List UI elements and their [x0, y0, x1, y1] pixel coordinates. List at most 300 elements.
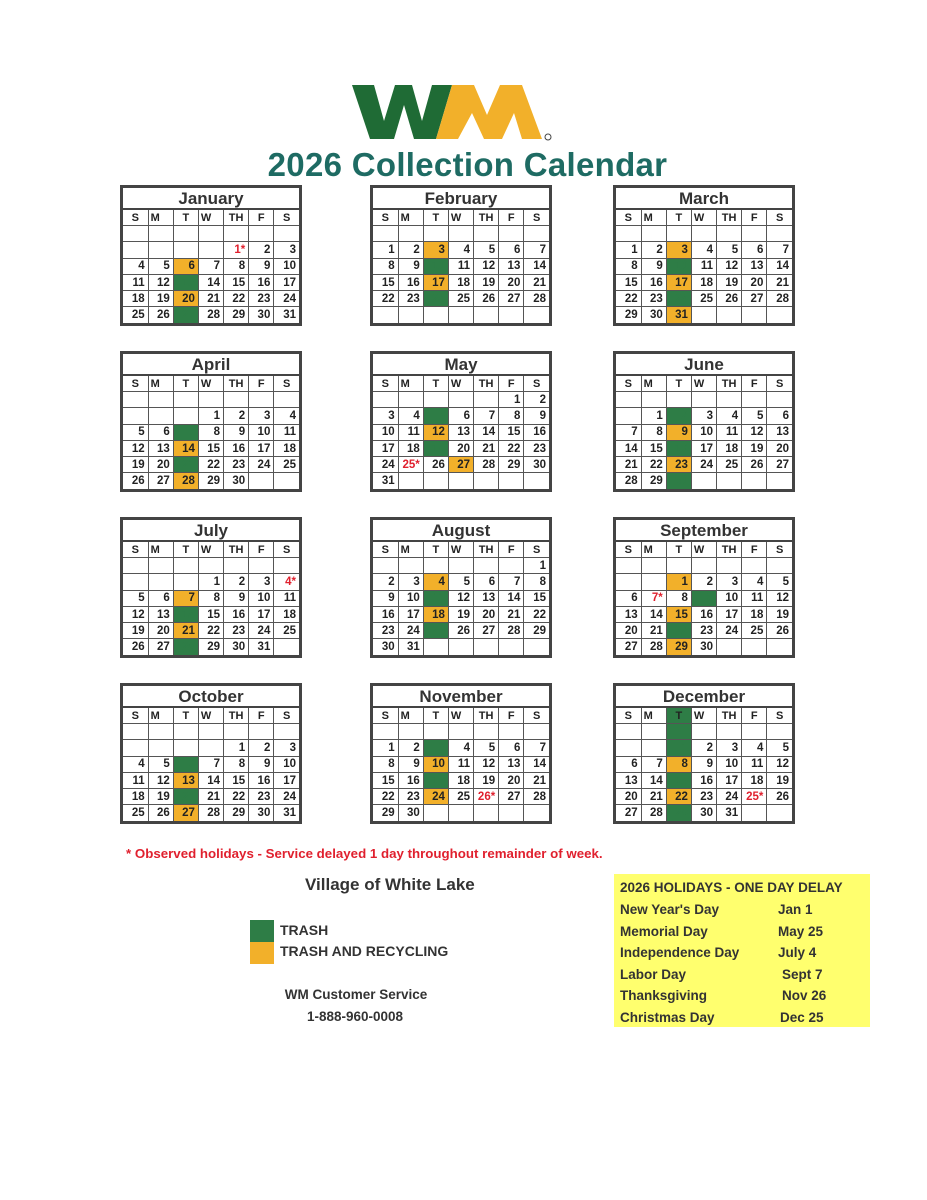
- week-row: [616, 242, 792, 258]
- day-cell: 10: [398, 590, 423, 606]
- day-cell: [373, 392, 398, 408]
- day-cell: 6: [148, 590, 173, 606]
- day-cell: 26*: [474, 789, 499, 805]
- weekday-header: W: [691, 708, 716, 724]
- day-cell: 4*: [274, 574, 299, 590]
- day-cell: 17: [249, 440, 274, 456]
- weekday-header: S: [616, 376, 641, 392]
- day-cell: 7: [641, 756, 666, 772]
- day-cell: 16: [224, 606, 249, 622]
- day-cell: 9: [373, 590, 398, 606]
- day-cell: 24: [249, 457, 274, 473]
- day-cell: [398, 473, 423, 489]
- day-cell: 24: [398, 623, 423, 639]
- day-cell: 13: [148, 606, 173, 622]
- month-table: [616, 708, 792, 821]
- week-row: [616, 590, 792, 606]
- day-cell: 26: [123, 639, 148, 655]
- day-cell: 22: [641, 457, 666, 473]
- wm-logo: [352, 85, 552, 142]
- day-cell: 22: [198, 623, 223, 639]
- day-cell: 2: [373, 574, 398, 590]
- day-cell: 29: [198, 639, 223, 655]
- day-cell: 1: [666, 740, 691, 756]
- day-cell: 26: [123, 473, 148, 489]
- day-cell: [641, 740, 666, 756]
- day-cell: 31: [373, 473, 398, 489]
- day-cell: [198, 242, 223, 258]
- day-cell: 25*: [742, 789, 767, 805]
- logo-w-shape: [352, 85, 452, 139]
- day-cell: 10: [423, 756, 448, 772]
- day-cell: 18: [274, 606, 299, 622]
- legend-label-trash: TRASH: [280, 922, 329, 938]
- day-cell: 25: [423, 623, 448, 639]
- day-cell: 5: [123, 590, 148, 606]
- day-cell: 19: [423, 440, 448, 456]
- weekday-header: T: [173, 376, 198, 392]
- day-cell: [524, 724, 549, 740]
- day-cell: 13: [448, 424, 473, 440]
- week-row: [373, 558, 549, 574]
- day-cell: 23: [249, 291, 274, 307]
- day-cell: [148, 740, 173, 756]
- day-cell: 6: [448, 408, 473, 424]
- day-cell: 25: [123, 805, 148, 821]
- day-cell: 7: [499, 574, 524, 590]
- week-row: [123, 756, 299, 772]
- day-cell: [198, 740, 223, 756]
- day-cell: 11: [274, 590, 299, 606]
- day-cell: [398, 307, 423, 323]
- day-cell: 8: [373, 258, 398, 274]
- day-cell: 20: [474, 606, 499, 622]
- day-cell: 1: [373, 740, 398, 756]
- day-cell: [641, 392, 666, 408]
- day-cell: [148, 558, 173, 574]
- weekday-header: S: [123, 376, 148, 392]
- day-cell: 30: [398, 805, 423, 821]
- day-cell: 13: [474, 590, 499, 606]
- day-cell: [474, 307, 499, 323]
- day-cell: [148, 226, 173, 242]
- day-cell: 3: [717, 740, 742, 756]
- day-cell: 2: [224, 574, 249, 590]
- day-cell: 14: [499, 590, 524, 606]
- day-cell: 14: [641, 606, 666, 622]
- day-cell: [274, 226, 299, 242]
- day-cell: 17: [398, 606, 423, 622]
- day-cell: 28: [474, 457, 499, 473]
- day-cell: [641, 574, 666, 590]
- day-cell: [274, 473, 299, 489]
- day-cell: 13: [742, 258, 767, 274]
- day-cell: 17: [423, 274, 448, 290]
- holiday-date: July 4: [778, 945, 817, 960]
- weekday-header: W: [448, 708, 473, 724]
- day-cell: [148, 242, 173, 258]
- weekday-header: F: [742, 210, 767, 226]
- day-cell: [448, 805, 473, 821]
- day-cell: 18: [691, 274, 716, 290]
- month-table: [373, 542, 549, 655]
- weekday-header: T: [666, 708, 691, 724]
- month-name: April: [123, 354, 299, 376]
- legend-swatch-trash: [250, 920, 274, 942]
- day-cell: 22: [198, 457, 223, 473]
- week-row: [123, 226, 299, 242]
- day-cell: 17: [373, 440, 398, 456]
- weekday-header: S: [274, 210, 299, 226]
- weekday-header: M: [398, 210, 423, 226]
- day-cell: [423, 473, 448, 489]
- day-cell: [373, 307, 398, 323]
- week-row: [123, 408, 299, 424]
- week-row: [123, 258, 299, 274]
- day-cell: 23: [224, 457, 249, 473]
- day-cell: 2: [249, 242, 274, 258]
- day-cell: 18: [423, 606, 448, 622]
- holiday-date: Sept 7: [782, 966, 823, 982]
- day-cell: [123, 558, 148, 574]
- weekday-header: M: [641, 376, 666, 392]
- day-cell: [198, 392, 223, 408]
- day-cell: [448, 473, 473, 489]
- month-name: July: [123, 520, 299, 542]
- day-cell: 8: [198, 424, 223, 440]
- week-row: [373, 274, 549, 290]
- weekday-header: W: [198, 376, 223, 392]
- day-cell: 16: [666, 440, 691, 456]
- day-cell: 9: [224, 424, 249, 440]
- day-cell: [742, 307, 767, 323]
- day-cell: 30: [524, 457, 549, 473]
- day-cell: 21: [641, 623, 666, 639]
- day-cell: 6: [616, 590, 641, 606]
- day-cell: 22: [499, 440, 524, 456]
- day-cell: 24: [373, 457, 398, 473]
- day-cell: 5: [767, 740, 792, 756]
- weekday-header: T: [666, 376, 691, 392]
- day-cell: 12: [148, 274, 173, 290]
- day-cell: 30: [373, 639, 398, 655]
- day-cell: 26: [767, 623, 792, 639]
- day-cell: [616, 724, 641, 740]
- weekday-header: TH: [474, 542, 499, 558]
- day-cell: 23: [691, 789, 716, 805]
- week-row: [123, 590, 299, 606]
- month-table: [123, 542, 299, 655]
- day-cell: [691, 558, 716, 574]
- day-cell: 27: [499, 291, 524, 307]
- week-row: [123, 307, 299, 323]
- weekday-header: M: [398, 708, 423, 724]
- day-cell: 26: [742, 457, 767, 473]
- week-row: [373, 623, 549, 639]
- day-cell: 14: [616, 440, 641, 456]
- day-cell: 23: [666, 457, 691, 473]
- day-cell: 14: [173, 440, 198, 456]
- day-cell: 31: [249, 639, 274, 655]
- month-name: May: [373, 354, 549, 376]
- day-cell: [742, 226, 767, 242]
- weekday-header: TH: [717, 542, 742, 558]
- day-cell: [767, 473, 792, 489]
- day-cell: [499, 473, 524, 489]
- day-cell: 13: [499, 258, 524, 274]
- week-row: [616, 606, 792, 622]
- day-cell: [173, 392, 198, 408]
- weekday-header: F: [499, 210, 524, 226]
- day-cell: [224, 558, 249, 574]
- month-table: [373, 376, 549, 489]
- day-cell: 2: [666, 408, 691, 424]
- day-cell: [249, 724, 274, 740]
- weekday-header: F: [742, 376, 767, 392]
- day-cell: [274, 392, 299, 408]
- weekday-header: W: [691, 210, 716, 226]
- day-cell: 29: [224, 307, 249, 323]
- day-cell: [717, 724, 742, 740]
- day-cell: [448, 558, 473, 574]
- day-cell: 27: [173, 307, 198, 323]
- weekday-header: F: [499, 376, 524, 392]
- day-cell: 22: [524, 606, 549, 622]
- weekday-header: S: [274, 542, 299, 558]
- week-row: [616, 291, 792, 307]
- week-row: [616, 226, 792, 242]
- legend-swatch-recycling: [250, 942, 274, 964]
- day-cell: 25: [274, 457, 299, 473]
- day-cell: 13: [767, 424, 792, 440]
- week-row: [373, 408, 549, 424]
- day-cell: [717, 226, 742, 242]
- day-cell: [474, 805, 499, 821]
- day-cell: 2: [641, 242, 666, 258]
- day-cell: 20: [499, 772, 524, 788]
- day-cell: 19: [767, 606, 792, 622]
- day-cell: 23: [373, 623, 398, 639]
- day-cell: 25: [123, 307, 148, 323]
- month-table: [616, 210, 792, 323]
- week-row: [616, 424, 792, 440]
- week-row: [616, 772, 792, 788]
- week-row: [373, 440, 549, 456]
- day-cell: [499, 307, 524, 323]
- day-cell: [423, 639, 448, 655]
- day-cell: 2: [524, 392, 549, 408]
- month-table: [123, 376, 299, 489]
- day-cell: 14: [474, 424, 499, 440]
- day-cell: 18: [742, 772, 767, 788]
- day-cell: [423, 392, 448, 408]
- day-cell: 14: [767, 258, 792, 274]
- day-cell: 20: [148, 457, 173, 473]
- day-cell: 17: [666, 274, 691, 290]
- weekday-header: W: [198, 708, 223, 724]
- day-cell: 25: [717, 457, 742, 473]
- day-cell: 9: [691, 590, 716, 606]
- weekday-header: W: [691, 376, 716, 392]
- day-cell: [173, 740, 198, 756]
- weekday-header: TH: [717, 708, 742, 724]
- weekday-header: S: [373, 210, 398, 226]
- week-row: [616, 805, 792, 821]
- day-cell: 10: [423, 258, 448, 274]
- day-cell: 31: [666, 307, 691, 323]
- month-april: [120, 351, 302, 492]
- day-cell: 28: [173, 473, 198, 489]
- day-cell: 13: [148, 440, 173, 456]
- day-cell: [423, 226, 448, 242]
- day-cell: [717, 392, 742, 408]
- month-name: September: [616, 520, 792, 542]
- weekday-header: T: [173, 210, 198, 226]
- day-cell: 20: [742, 274, 767, 290]
- day-cell: 13: [499, 756, 524, 772]
- day-cell: 22: [373, 291, 398, 307]
- day-cell: [249, 558, 274, 574]
- holiday-date: Nov 26: [782, 988, 827, 1003]
- week-row: [123, 724, 299, 740]
- day-cell: 16: [691, 772, 716, 788]
- month-october: [120, 683, 302, 824]
- day-cell: 12: [474, 258, 499, 274]
- day-cell: 18: [123, 291, 148, 307]
- village-name: Village of White Lake: [305, 875, 475, 894]
- week-row: [123, 291, 299, 307]
- month-table: [616, 376, 792, 489]
- weekday-header: W: [448, 542, 473, 558]
- weekday-header: T: [423, 542, 448, 558]
- day-cell: 10: [717, 590, 742, 606]
- day-cell: 8: [499, 408, 524, 424]
- weekday-header: T: [173, 708, 198, 724]
- day-cell: 30: [691, 805, 716, 821]
- day-cell: 29: [373, 805, 398, 821]
- weekday-header: S: [274, 376, 299, 392]
- day-cell: 31: [274, 307, 299, 323]
- day-cell: 28: [767, 291, 792, 307]
- weekday-header: M: [398, 376, 423, 392]
- weekday-header: TH: [474, 708, 499, 724]
- week-row: [616, 307, 792, 323]
- weekday-header: S: [123, 708, 148, 724]
- day-cell: [641, 724, 666, 740]
- week-row: [373, 291, 549, 307]
- day-cell: 4: [398, 408, 423, 424]
- day-cell: 4: [448, 242, 473, 258]
- holiday-row: [620, 964, 870, 986]
- day-cell: [148, 724, 173, 740]
- day-cell: 17: [717, 772, 742, 788]
- day-cell: 18: [448, 772, 473, 788]
- day-cell: 27: [173, 805, 198, 821]
- day-cell: 26: [148, 307, 173, 323]
- day-cell: 20: [616, 789, 641, 805]
- day-cell: 15: [616, 274, 641, 290]
- day-cell: 5: [474, 740, 499, 756]
- day-cell: [423, 558, 448, 574]
- week-row: [373, 772, 549, 788]
- day-cell: [474, 392, 499, 408]
- day-cell: 18: [274, 440, 299, 456]
- day-cell: 30: [666, 473, 691, 489]
- week-row: [373, 639, 549, 655]
- day-cell: 9: [249, 258, 274, 274]
- weekday-header: T: [423, 708, 448, 724]
- week-row: [373, 457, 549, 473]
- day-cell: 27: [742, 291, 767, 307]
- day-cell: 23: [641, 291, 666, 307]
- holiday-date: Jan 1: [778, 902, 813, 917]
- day-cell: 30: [249, 307, 274, 323]
- weekday-header: M: [641, 708, 666, 724]
- day-cell: 7: [524, 242, 549, 258]
- month-table: [123, 708, 299, 821]
- day-cell: 1: [641, 408, 666, 424]
- weekday-header: M: [148, 210, 173, 226]
- holiday-name: New Year's Day: [620, 902, 720, 917]
- day-cell: 10: [249, 424, 274, 440]
- weekday-header: TH: [224, 542, 249, 558]
- registered-mark-icon: [545, 134, 551, 140]
- week-row: [123, 440, 299, 456]
- day-cell: 6: [148, 424, 173, 440]
- week-row: [373, 226, 549, 242]
- week-row: [616, 558, 792, 574]
- day-cell: 20: [499, 274, 524, 290]
- day-cell: 16: [249, 772, 274, 788]
- month-name: June: [616, 354, 792, 376]
- month-name: August: [373, 520, 549, 542]
- day-cell: [767, 805, 792, 821]
- day-cell: 19: [767, 772, 792, 788]
- day-cell: [249, 473, 274, 489]
- weekday-header: S: [616, 708, 641, 724]
- month-february: [370, 185, 552, 326]
- weekday-header: M: [398, 542, 423, 558]
- day-cell: [524, 473, 549, 489]
- day-cell: 6: [499, 740, 524, 756]
- day-cell: 26: [448, 623, 473, 639]
- week-row: [373, 242, 549, 258]
- day-cell: [717, 307, 742, 323]
- week-row: [123, 574, 299, 590]
- week-row: [123, 473, 299, 489]
- day-cell: 10: [274, 258, 299, 274]
- day-cell: [691, 473, 716, 489]
- day-cell: 3: [249, 408, 274, 424]
- weekday-header: F: [499, 542, 524, 558]
- day-cell: 24: [274, 789, 299, 805]
- day-cell: 15: [373, 274, 398, 290]
- week-row: [123, 606, 299, 622]
- weekday-header: W: [691, 542, 716, 558]
- day-cell: 19: [474, 772, 499, 788]
- weekday-header: M: [148, 542, 173, 558]
- day-cell: 21: [198, 789, 223, 805]
- day-cell: [474, 473, 499, 489]
- day-cell: 25*: [398, 457, 423, 473]
- day-cell: 4: [423, 574, 448, 590]
- day-cell: 11: [691, 258, 716, 274]
- weekday-header: M: [148, 376, 173, 392]
- day-cell: 3: [423, 242, 448, 258]
- day-cell: [423, 307, 448, 323]
- day-cell: [198, 558, 223, 574]
- day-cell: [198, 724, 223, 740]
